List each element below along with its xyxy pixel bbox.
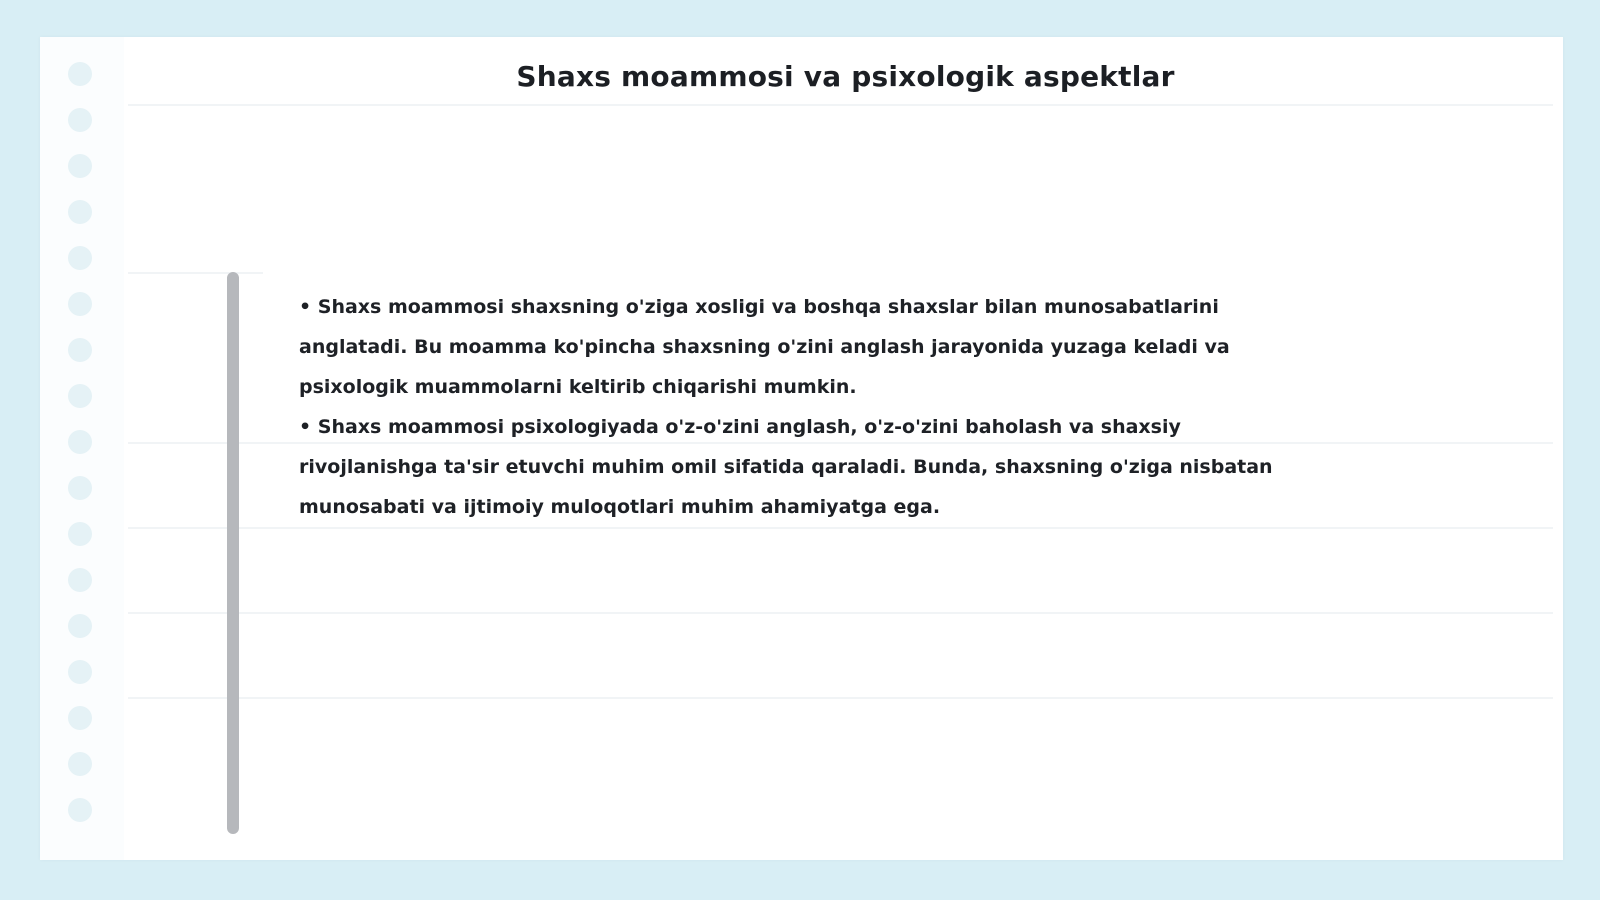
binding-hole bbox=[68, 338, 92, 362]
binding-hole bbox=[68, 614, 92, 638]
page-title: Shaxs moammosi va psixologik aspektlar bbox=[516, 60, 1175, 93]
binding-hole bbox=[68, 384, 92, 408]
binding-hole bbox=[68, 798, 92, 822]
binding-margin bbox=[40, 37, 124, 860]
binding-hole bbox=[68, 660, 92, 684]
binding-hole bbox=[68, 430, 92, 454]
text-content bbox=[299, 287, 1299, 527]
binding-hole bbox=[68, 154, 92, 178]
accent-bar bbox=[227, 272, 239, 834]
ruled-line bbox=[128, 527, 1553, 529]
binding-hole bbox=[68, 568, 92, 592]
binding-hole bbox=[68, 476, 92, 500]
binding-hole bbox=[68, 522, 92, 546]
ruled-line bbox=[128, 697, 1553, 699]
binding-hole bbox=[68, 108, 92, 132]
bullet-paragraph-2: • Shaxs moammosi psixologiyada o'z-o'zini anglash, o'z-o'zini baholash va shaxsiy rivojlanishga ta'sir etuvchi muhim omil sifatida qaraladi. Bunda, shaxsning o'ziga nisbatan munosabati va ijtimoiy muloqotlari muhim ahamiyatga ega. bbox=[299, 416, 1273, 518]
notebook-page bbox=[40, 37, 1563, 860]
binding-hole bbox=[68, 292, 92, 316]
ruled-line bbox=[128, 272, 263, 274]
binding-hole bbox=[68, 62, 92, 86]
bullet-paragraph-1: • Shaxs moammosi shaxsning o'ziga xosligi va boshqa shaxslar bilan munosabatlarini anglatadi. Bu moamma ko'pincha shaxsning o'zini anglash jarayonida yuzaga keladi va psixologik muammolarni keltirib chiqarishi mumkin. bbox=[299, 296, 1230, 398]
binding-hole bbox=[68, 752, 92, 776]
ruled-line bbox=[128, 612, 1553, 614]
binding-hole bbox=[68, 706, 92, 730]
ruled-line bbox=[128, 104, 1553, 106]
binding-hole bbox=[68, 200, 92, 224]
binding-hole bbox=[68, 246, 92, 270]
